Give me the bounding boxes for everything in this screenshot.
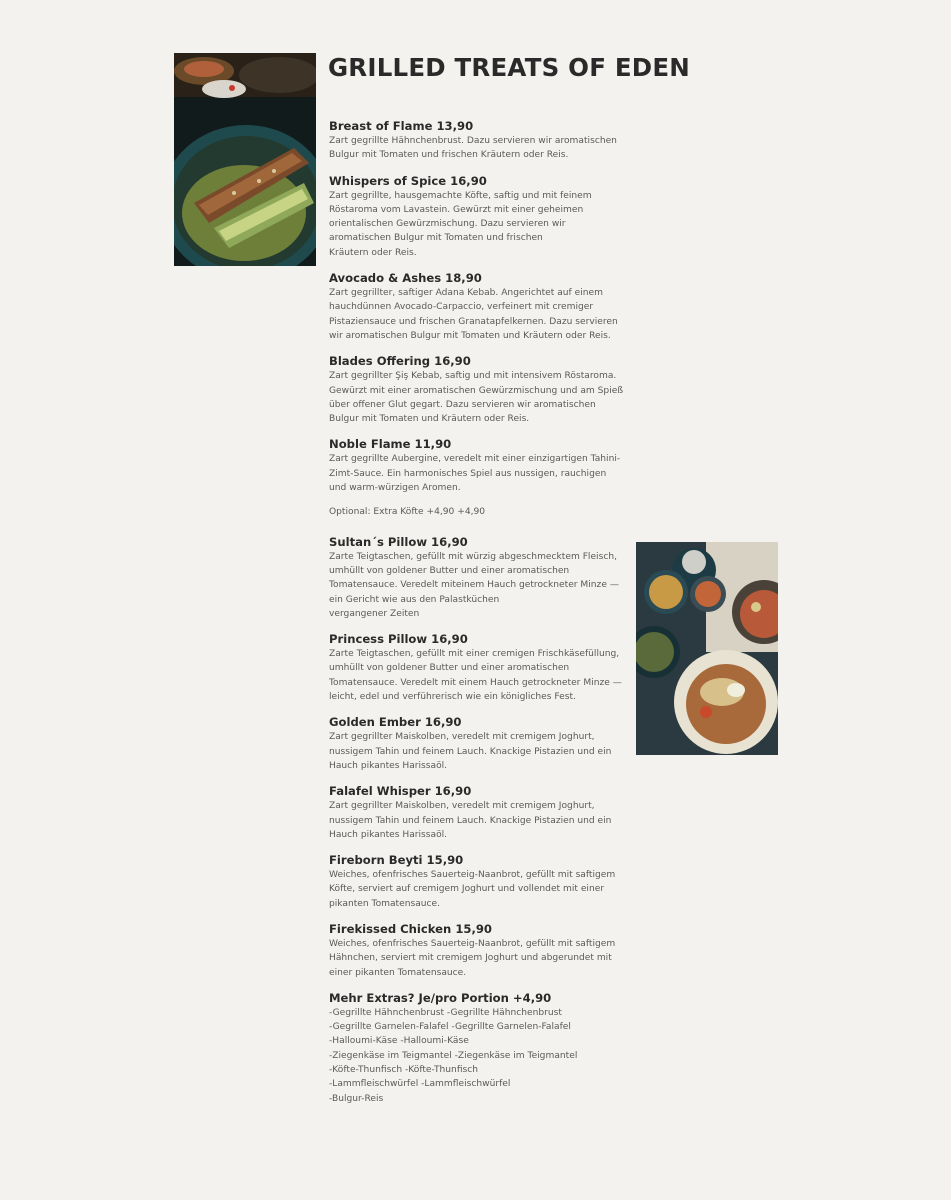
description-line: orientalischen Gewürzmischung. Dazu servieren wir: [329, 219, 566, 230]
description-line: nussigem Tahin und feinem Lauch. Knackige Pistazien und ein: [329, 746, 612, 757]
description-line: Zart gegrillte Hähnchenbrust. Dazu servieren wir aromatischen: [329, 136, 617, 146]
menu-item-name: Noble Flame 11,90: [329, 437, 452, 452]
description-line: Pistaziensauce und frischen Granatapfelkernen. Dazu servieren: [329, 316, 618, 327]
menu-item-name: Firekissed Chicken 15,90: [329, 921, 492, 936]
description-line: -Gegrillte Hähnchenbrust -Gegrillte Hähnchenbrust: [329, 1007, 562, 1018]
menu-item-name: Mehr Extras? Je/pro Portion +4,90: [329, 990, 552, 1005]
menu-item-description: [329, 1006, 629, 1106]
description-line: -Ziegenkäse im Teigmantel -Ziegenkäse im Teigmantel: [329, 1050, 578, 1061]
page-title: GRILLED TREATS OF EDEN: [328, 53, 690, 82]
description-line: über offener Glut gegart. Dazu servieren wir aromatischen: [329, 399, 596, 410]
menu-item-description: [329, 452, 629, 495]
menu-item-sultan-s-pillow: [329, 534, 629, 621]
description-line: Zart gegrillte Aubergine, veredelt mit einer einzigartigen Tahini-: [329, 454, 621, 465]
description-line: umhüllt von goldener Butter und einer aromatischen: [329, 663, 570, 674]
optional-extra-note: Optional: Extra Köfte +4,90 +4,90: [329, 507, 486, 518]
description-line: Zart gegrillte, hausgemachte Köfte, saftig und mit feinem: [329, 190, 592, 201]
menu-item-name: Falafel Whisper 16,90: [329, 784, 472, 799]
menu-item-name: Fireborn Beyti 15,90: [329, 853, 464, 868]
description-line: wir aromatischen Bulgur mit Tomaten und Kräutern oder Reis.: [329, 330, 611, 341]
menu-item-description: [329, 937, 629, 980]
description-line: Weiches, ofenfrisches Sauerteig-Naanbrot, gefüllt mit saftigem: [329, 938, 616, 949]
dish-photo-mezze-table: [636, 542, 778, 755]
description-line: einer pikanten Tomatensauce.: [329, 967, 467, 978]
description-line: Weiches, ofenfrisches Sauerteig-Naanbrot, gefüllt mit saftigem: [329, 870, 616, 881]
description-line: Gewürzt mit einer aromatischen Gewürzmischung und am Spieß: [329, 385, 624, 396]
description-line: Zarte Teigtaschen, gefüllt mit würzig abgeschmecktem Fleisch,: [329, 551, 617, 562]
description-line: Bulgur mit Tomaten und frischen Kräutern oder Reis.: [329, 150, 569, 161]
description-line: pikanten Tomatensauce.: [329, 898, 441, 909]
menu-item-noble-flame: [329, 436, 629, 495]
menu-item-description: [329, 730, 629, 773]
description-line: -Lammfleischwürfel -Lammfleischwürfel: [329, 1079, 511, 1090]
menu-item-name: Breast of Flame 13,90: [329, 119, 474, 133]
menu-item-description: [329, 134, 629, 163]
description-line: Hähnchen, serviert mit cremigem Joghurt und abgerundet mit: [329, 953, 612, 964]
menu-item-name: Golden Ember 16,90: [329, 715, 462, 730]
menu-item-name: Avocado & Ashes 18,90: [329, 271, 482, 286]
menu-item-golden-ember: [329, 714, 629, 773]
description-line: nussigem Tahin und feinem Lauch. Knackige Pistazien und ein: [329, 815, 612, 826]
description-line: Köfte, serviert auf cremigem Joghurt und vollendet mit einer: [329, 884, 605, 895]
menu-item-description: [329, 286, 629, 343]
menu-item-name: Sultan´s Pillow 16,90: [329, 534, 468, 549]
dish-photo-grilled-skewer: [174, 53, 316, 266]
description-line: und warm-würzigen Aromen.: [329, 483, 461, 494]
menu-item-description: [329, 799, 629, 842]
description-line: Röstaroma vom Lavastein. Gewürzt mit einer geheimen: [329, 204, 584, 215]
menu-list: [329, 118, 629, 1116]
menu-item-blades-offering: [329, 353, 629, 426]
menu-item-description: [329, 550, 629, 621]
description-line: vergangener Zeiten: [329, 608, 420, 619]
description-line: -Bulgur-Reis: [329, 1093, 384, 1104]
description-line: Zarte Teigtaschen, gefüllt mit einer cremigen Frischkäsefüllung,: [329, 649, 620, 660]
description-line: Zart gegrillter Maiskolben, veredelt mit cremigem Joghurt,: [329, 801, 595, 812]
description-line: Zimt-Sauce. Ein harmonisches Spiel aus nussigen, rauchigen: [329, 468, 607, 479]
description-line: Kräutern oder Reis.: [329, 247, 417, 258]
description-line: umhüllt von goldener Butter und einer aromatischen: [329, 565, 570, 576]
description-line: Hauch pikantes Harissaöl.: [329, 829, 448, 840]
menu-item-description: [329, 647, 629, 704]
description-line: Zart gegrillter Şiş Kebab, saftig und mit intensivem Röstaroma.: [329, 371, 617, 382]
description-line: Hauch pikantes Harissaöl.: [329, 760, 448, 771]
description-line: hauchdünnen Avocado-Carpaccio, verfeinert mit cremiger: [329, 302, 594, 313]
description-line: Tomatensauce. Veredelt miteinem Hauch getrockneter Minze —: [329, 580, 619, 591]
description-line: -Köfte-Thunfisch -Köfte-Thunfisch: [329, 1065, 479, 1076]
description-line: leicht, edel und verführerisch wie ein königliches Fest.: [329, 692, 576, 703]
description-line: -Gegrillte Garnelen-Falafel -Gegrillte Garnelen-Falafel: [329, 1022, 571, 1033]
description-line: Bulgur mit Tomaten und Kräutern oder Reis.: [329, 414, 530, 425]
menu-item-avocado-ashes: [329, 270, 629, 343]
menu-item-firekissed-chicken: [329, 921, 629, 980]
menu-item-fireborn-beyti: [329, 852, 629, 911]
description-line: Zart gegrillter Maiskolben, veredelt mit cremigem Joghurt,: [329, 732, 595, 743]
menu-item-mehr-extras-je-pro-portion: [329, 990, 629, 1106]
menu-item-description: [329, 189, 629, 260]
menu-item-description: [329, 369, 629, 426]
menu-item-name: Princess Pillow 16,90: [329, 632, 468, 647]
menu-item-falafel-whisper: [329, 783, 629, 842]
menu-item-whispers-of-spice: [329, 173, 629, 260]
menu-item-breast-of-flame: [329, 118, 629, 163]
menu-item-princess-pillow: [329, 631, 629, 704]
menu-item-name: Blades Offering 16,90: [329, 354, 471, 369]
description-line: ein Gericht wie aus den Palastküchen: [329, 594, 500, 605]
description-line: Tomatensauce. Veredelt mit einem Hauch getrockneter Minze —: [329, 677, 622, 688]
menu-item-name: Whispers of Spice 16,90: [329, 173, 487, 188]
description-line: aromatischen Bulgur mit Tomaten und frischen: [329, 233, 543, 244]
menu-item-description: [329, 868, 629, 911]
description-line: Zart gegrillter, saftiger Adana Kebab. Angerichtet auf einem: [329, 288, 603, 299]
description-line: -Halloumi-Käse -Halloumi-Käse: [329, 1036, 469, 1047]
